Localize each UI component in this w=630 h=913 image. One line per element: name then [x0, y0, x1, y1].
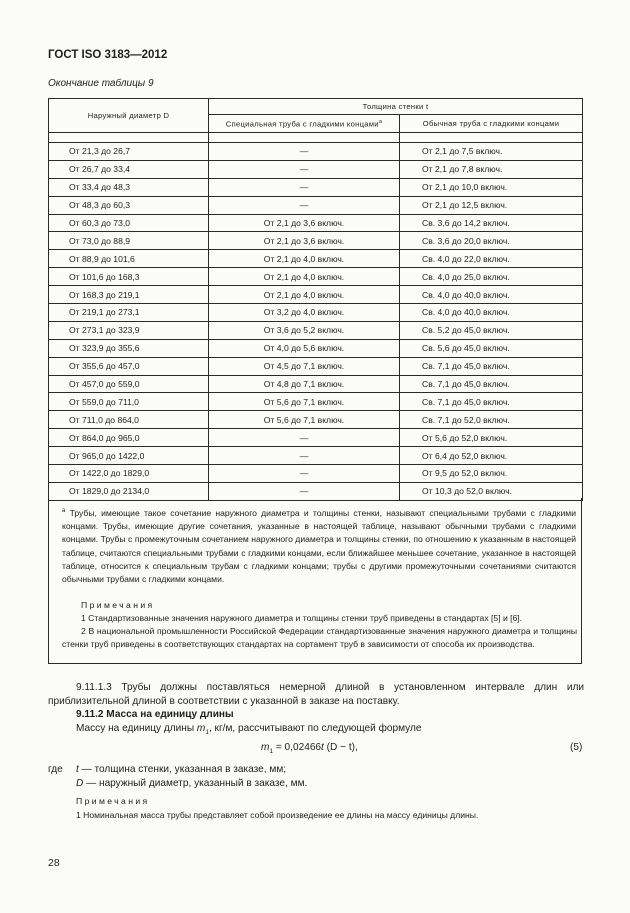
cell-diameter: От 323,9 до 355,6 [49, 339, 209, 357]
table-row [49, 143, 583, 161]
cell-diameter: От 965,0 до 1422,0 [49, 447, 209, 465]
table-row [49, 250, 583, 268]
cell-special: От 4,8 до 7,1 включ. [209, 375, 400, 393]
note-2: 2 В национальной промышленности Российской Федерации стандартизованные значения наружного диаметра и толщины стенки труб приведены в соответствующих стандартах на сортамент труб в зависимости от способа их производства. [62, 626, 577, 650]
header-regular: Обычная труба с гладкими концами [400, 115, 583, 133]
table-notes [48, 498, 582, 664]
where-label: где [48, 764, 63, 775]
footnote: $^a$ Трубы, имеющие такое сочетание наружного диаметра и толщины стенки, называют специальными трубами с гладкими концами. Трубы, имеющие другие сочетания, указанные в настоящей таблице, называют обычными трубами с гладкими концами. Трубы с промежуточным сочетанием наружного диаметра и толщины стенки, по отношению к указанным в настоящей таблице, считаются специальными трубами с гладкими концами, если ближайшее меньшее сочетание, указанное в настоящей таблице, относится к специальным трубам с гладкими концами; трубы с другими промежуточными сочетаниями считаются обычными трубами с гладкими концами. [62, 508, 576, 585]
table-row [49, 286, 583, 304]
table-row [49, 178, 583, 196]
note-1: 1 Стандартизованные значения наружного диаметра и толщины стенки труб приведены в стандартах [5] и [6]. [81, 613, 523, 623]
cell-special: От 2,1 до 4,0 включ. [209, 286, 400, 304]
cell-special: От 4,0 до 5,6 включ. [209, 339, 400, 357]
cell-diameter: От 1422,0 до 1829,0 [49, 465, 209, 483]
cell-diameter: От 711,0 до 864,0 [49, 411, 209, 429]
cell-special: — [209, 465, 400, 483]
document-id: ГОСТ ISO 3183—2012 [48, 49, 168, 61]
cell-regular: Св. 3,6 до 20,0 включ. [400, 232, 583, 250]
table-row [49, 357, 583, 375]
definition-t: t — толщина стенки, указанная в заказе, мм; [76, 764, 287, 775]
table-row [49, 465, 583, 483]
cell-special: — [209, 178, 400, 196]
cell-special: От 2,1 до 3,6 включ. [209, 214, 400, 232]
cell-special: От 5,6 до 7,1 включ. [209, 393, 400, 411]
cell-regular: От 9,5 до 52,0 включ. [400, 465, 583, 483]
cell-diameter: От 1829,0 до 2134,0 [49, 482, 209, 500]
notes-title: Примечания [81, 600, 155, 610]
table-row [49, 411, 583, 429]
cell-special: От 2,1 до 3,6 включ. [209, 232, 400, 250]
notes-title-2: Примечания [76, 796, 150, 806]
table-row [49, 393, 583, 411]
cell-regular: Св. 7,1 до 45,0 включ. [400, 375, 583, 393]
cell-regular: Св. 7,1 до 45,0 включ. [400, 357, 583, 375]
paragraph-mass: Массу на единицу длины $m_1$, кг/м, рассчитывают по следующей формуле [76, 723, 422, 737]
cell-diameter: От 101,6 до 168,3 [49, 268, 209, 286]
cell-diameter: От 73,0 до 88,9 [49, 232, 209, 250]
table-row [49, 375, 583, 393]
cell-regular: Св. 4,0 до 25,0 включ. [400, 268, 583, 286]
definition-d: D — наружный диаметр, указанный в заказе, мм. [76, 778, 308, 789]
cell-special: — [209, 196, 400, 214]
cell-diameter: От 457,0 до 559,0 [49, 375, 209, 393]
cell-regular: От 5,6 до 52,0 включ. [400, 429, 583, 447]
cell-regular: От 6,4 до 52,0 включ. [400, 447, 583, 465]
table-row [49, 321, 583, 339]
cell-special: От 3,6 до 5,2 включ. [209, 321, 400, 339]
cell-regular: От 2,1 до 10,0 включ. [400, 178, 583, 196]
cell-regular: От 2,1 до 12,5 включ. [400, 196, 583, 214]
cell-special: От 3,2 до 4,0 включ. [209, 304, 400, 322]
cell-regular: От 2,1 до 7,8 включ. [400, 160, 583, 178]
note-mass: 1 Номинальная масса трубы представляет собой произведение ее длины на массу единицы длины. [76, 810, 479, 820]
cell-special: От 2,1 до 4,0 включ. [209, 268, 400, 286]
cell-diameter: От 88,9 до 101,6 [49, 250, 209, 268]
cell-diameter: От 21,3 до 26,7 [49, 143, 209, 161]
table-row [49, 160, 583, 178]
cell-diameter: От 864,0 до 965,0 [49, 429, 209, 447]
cell-diameter: От 26,7 до 33,4 [49, 160, 209, 178]
cell-regular: Св. 4,0 до 22,0 включ. [400, 250, 583, 268]
cell-diameter: От 33,4 до 48,3 [49, 178, 209, 196]
header-special: Специальная труба с гладкими концами$^a$ [209, 115, 400, 133]
table-row [49, 268, 583, 286]
cell-regular: Св. 7,1 до 45,0 включ. [400, 393, 583, 411]
cell-special: — [209, 143, 400, 161]
cell-regular: Св. 4,0 до 40,0 включ. [400, 304, 583, 322]
thickness-table [48, 98, 583, 501]
table-caption: Окончание таблицы 9 [48, 78, 154, 89]
formula-number: (5) [570, 742, 583, 753]
header-spacer [49, 133, 583, 143]
cell-diameter: От 273,1 до 323,9 [49, 321, 209, 339]
cell-regular: Св. 4,0 до 40,0 включ. [400, 286, 583, 304]
cell-special: От 4,5 до 7,1 включ. [209, 357, 400, 375]
cell-special: — [209, 160, 400, 178]
table-row [49, 339, 583, 357]
header-diameter: Наружный диаметр D [49, 99, 209, 133]
cell-diameter: От 48,3 до 60,3 [49, 196, 209, 214]
section-heading: 9.11.2 Масса на единицу длины [76, 709, 234, 720]
cell-special: — [209, 447, 400, 465]
table-row [49, 214, 583, 232]
table-row [49, 447, 583, 465]
cell-special: — [209, 482, 400, 500]
cell-diameter: От 60,3 до 73,0 [49, 214, 209, 232]
table-row [49, 196, 583, 214]
cell-special: От 2,1 до 4,0 включ. [209, 250, 400, 268]
cell-diameter: От 559,0 до 711,0 [49, 393, 209, 411]
cell-special: От 5,6 до 7,1 включ. [209, 411, 400, 429]
paragraph-9-11-1-3: 9.11.1.3 Трубы должны поставляться немерной длиной в установленном интервале длин или приблизительной длиной в соответствии с указанной в заказе на поставку. [48, 682, 584, 708]
cell-diameter: От 219,1 до 273,1 [49, 304, 209, 322]
cell-regular: Св. 5,2 до 45,0 включ. [400, 321, 583, 339]
header-thickness: Толщина стенки t [209, 99, 583, 115]
cell-regular: Св. 5,6 до 45,0 включ. [400, 339, 583, 357]
table-row [49, 304, 583, 322]
table-row [49, 232, 583, 250]
page-number: 28 [48, 857, 60, 869]
table-row [49, 429, 583, 447]
cell-regular: От 2,1 до 7,5 включ. [400, 143, 583, 161]
cell-regular: От 10,3 до 52,0 включ. [400, 482, 583, 500]
cell-regular: Св. 7,1 до 52,0 включ. [400, 411, 583, 429]
cell-regular: Св. 3,6 до 14,2 включ. [400, 214, 583, 232]
cell-special: — [209, 429, 400, 447]
cell-diameter: От 355,6 до 457,0 [49, 357, 209, 375]
cell-diameter: От 168,3 до 219,1 [49, 286, 209, 304]
mass-formula: $m_1 = 0,02466t$ (D − t), [261, 742, 358, 756]
